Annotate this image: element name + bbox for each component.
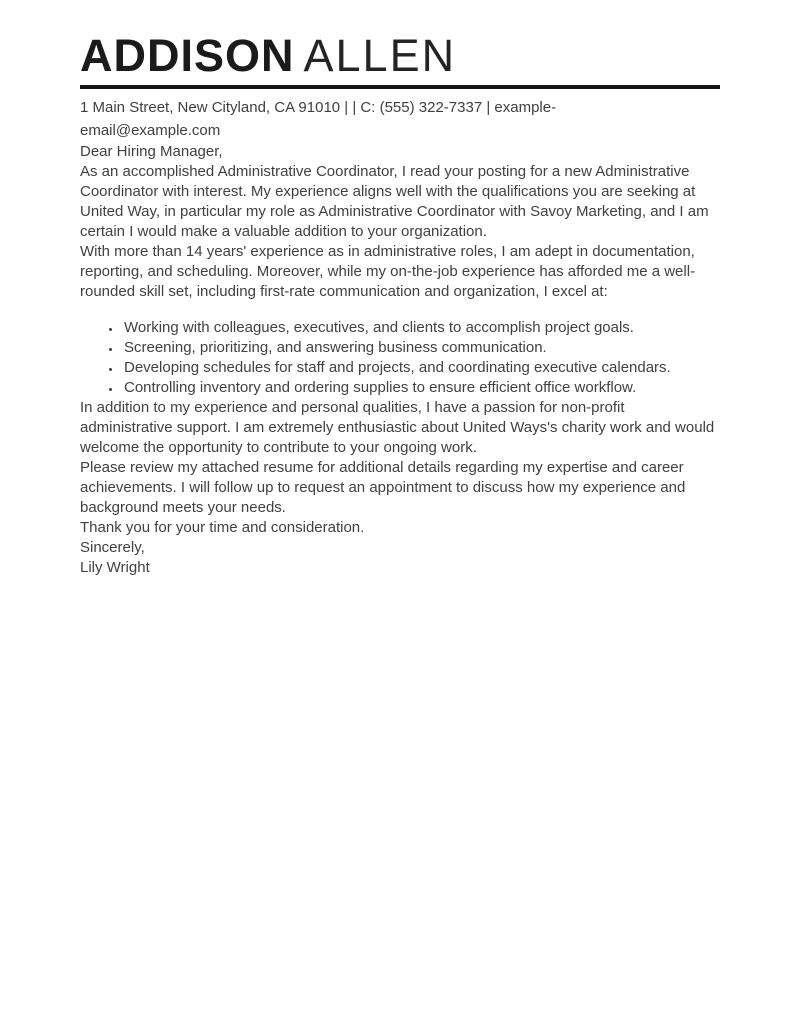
contact-line-2: email@example.com xyxy=(80,121,221,139)
person-name xyxy=(80,30,720,81)
contact-info xyxy=(80,96,720,142)
closing-sincerely: Sincerely, xyxy=(80,538,145,556)
letter-header xyxy=(80,30,720,142)
bullet-item: • Screening, prioritizing, and answering business communication. xyxy=(122,338,720,358)
contact-line-1: 1 Main Street, New Cityland, CA 91010 | | C: (555) 322-7337 | example- xyxy=(80,98,557,116)
person-last-name: ALLEN xyxy=(303,30,457,81)
paragraph-experience: With more than 14 years' experience as in administrative roles, I am adept in documentation, reporting, and scheduling. Moreover, while my on-the-job experience has afforded me a well-rounded skill set, including first-rate communication and organization, I excel at: xyxy=(80,242,696,300)
signature-name: Lily Wright xyxy=(80,558,150,576)
paragraph-passion: In addition to my experience and personal qualities, I have a passion for non-profit administrative support. I am extremely enthusiastic about United Ways's charity work and would welcome the opportunity to contribute to your ongoing work. xyxy=(80,398,715,456)
person-first-name: ADDISON xyxy=(80,30,295,81)
header-divider xyxy=(80,85,720,89)
salutation: Dear Hiring Manager, xyxy=(80,142,223,160)
letter-body xyxy=(80,142,720,578)
bullet-item: • Developing schedules for staff and projects, and coordinating executive calendars. xyxy=(122,358,720,378)
paragraph-followup: Please review my attached resume for additional details regarding my expertise and career achievements. I will follow up to request an appointment to discuss how my experience and background meets your needs. xyxy=(80,458,686,516)
bullet-item: • Working with colleagues, executives, and clients to accomplish project goals. xyxy=(122,318,720,338)
closing-thanks: Thank you for your time and consideration. xyxy=(80,518,365,536)
skills-bullet-list xyxy=(80,318,720,398)
paragraph-intro: As an accomplished Administrative Coordinator, I read your posting for a new Administrative Coordinator with interest. My experience aligns well with the qualifications you are seeking at United Way, in particular my role as Administrative Coordinator with Savoy Marketing, and I am certain I would make a valuable addition to your organization. xyxy=(80,162,709,240)
bullet-item: • Controlling inventory and ordering supplies to ensure efficient office workflow. xyxy=(122,378,720,398)
